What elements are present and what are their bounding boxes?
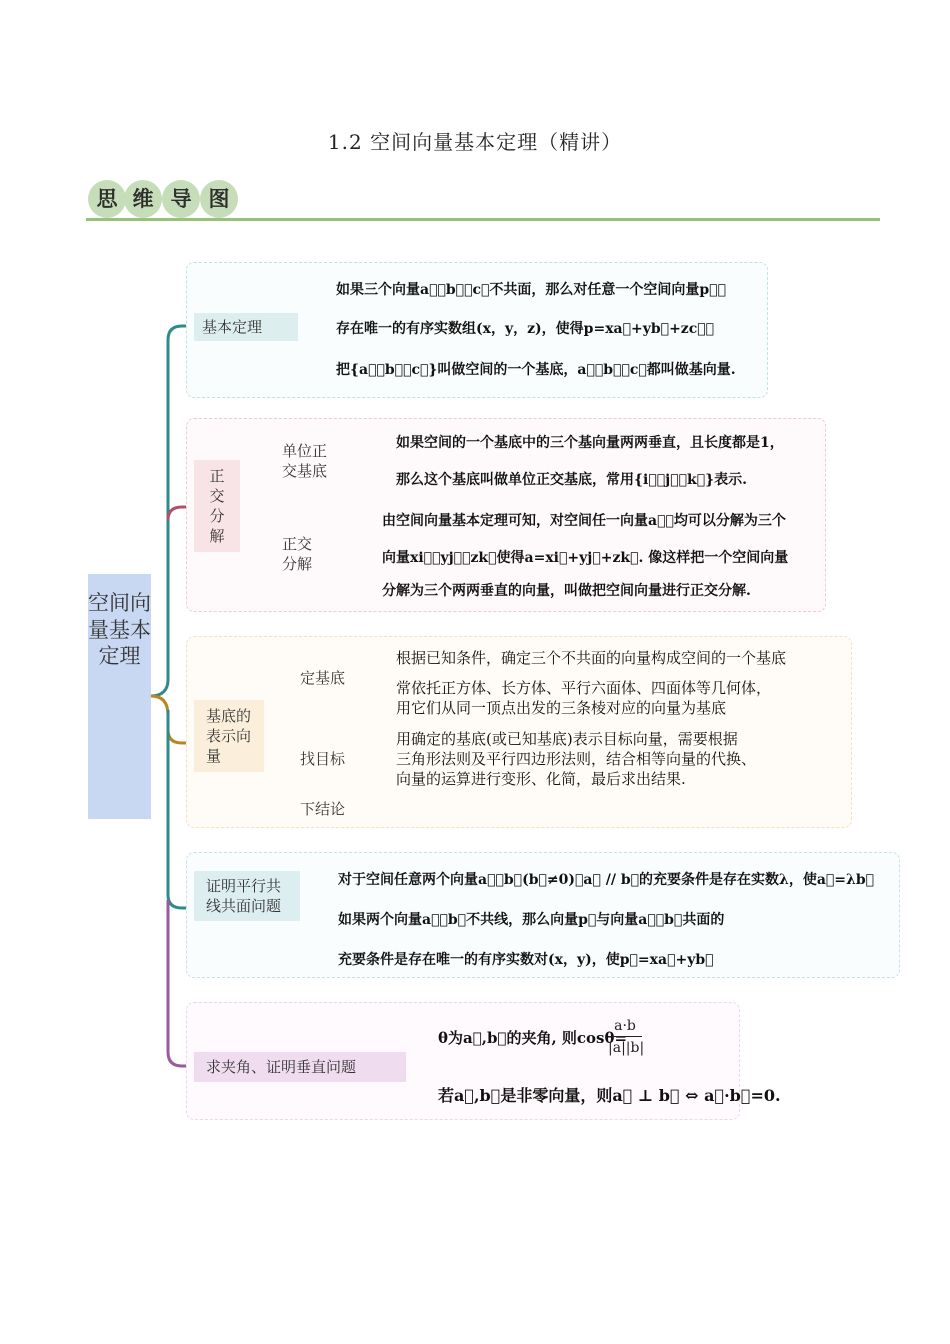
rep-sub1-line: 常依托正方体、长方体、平行六面体、四面体等几何体，	[396, 679, 772, 697]
angle-line: 若a⃗,b⃗是非零向量，则a⃗ ⊥ b⃗ ⇔ a⃗·b⃗=0.	[438, 1086, 781, 1105]
root-node	[88, 574, 151, 819]
prove-line: 充要条件是存在唯一的有序实数对(x，y)，使p⃗=xa⃗+yb⃗	[338, 952, 714, 968]
orth-label: 正交分解	[194, 460, 240, 552]
rep-sub2-line: 三角形法则及平行四边形法则，结合相等向量的代换、	[396, 750, 757, 768]
orth-sub2-label: 正交分解	[282, 535, 313, 573]
page-title: 1.2 空间向量基本定理（精讲）	[327, 130, 623, 154]
basic-theorem-line: 如果三个向量a⃗，b⃗，c⃗不共面，那么对任意一个空间向量p⃗，	[336, 282, 726, 298]
basic-theorem-line: 存在唯一的有序实数组(x，y，z)，使得p=xa⃗+yb⃗+zc⃗，	[336, 321, 715, 337]
fraction-numerator: a·b	[608, 1016, 642, 1037]
rep-sub1-label: 定基底	[300, 669, 346, 687]
header-char: 维	[124, 180, 162, 218]
orth-sub1-line: 如果空间的一个基底中的三个基向量两两垂直，且长度都是1，	[396, 435, 784, 451]
prove-label: 证明平行共线共面问题	[194, 871, 300, 921]
rep-sub2-line: 用确定的基底(或已知基底)表示目标向量，需要根据	[396, 730, 738, 748]
rep-sub3-label: 下结论	[300, 800, 346, 818]
rep-sub2-line: 向量的运算进行变形、化简，最后求出结果.	[396, 770, 686, 788]
orth-sub1-label: 单位正交基底	[282, 442, 328, 480]
prove-line: 如果两个向量a⃗，b⃗不共线，那么向量p⃗与向量a⃗，b⃗共面的	[338, 912, 725, 928]
header-char: 图	[200, 180, 238, 218]
rep-label: 基底的表示向量	[194, 700, 264, 772]
orth-sub1-line: 那么这个基底叫做单位正交基底，常用{i⃗，j⃗，k⃗}表示.	[396, 472, 747, 488]
orth-sub2-line: 分解为三个两两垂直的向量，叫做把空间向量进行正交分解.	[382, 583, 751, 599]
orth-sub2-line: 由空间向量基本定理可知，对空间任一向量a⃗，均可以分解为三个	[382, 513, 786, 529]
rep-sub1-line: 用它们从同一顶点出发的三条棱对应的向量为基底	[396, 699, 727, 717]
angle-line: θ为a⃗,b⃗的夹角, 则cosθ=	[438, 1029, 628, 1047]
rep-sub2-label: 找目标	[300, 750, 346, 768]
header-char: 思	[88, 180, 126, 218]
root-label: 空间向量基本定理	[88, 591, 151, 669]
fraction-denominator: |a||b|	[608, 1040, 645, 1056]
basic-theorem-line: 把{a⃗，b⃗，c⃗}叫做空间的一个基底，a⃗，b⃗，c⃗都叫做基向量.	[336, 362, 736, 378]
orth-sub2-line: 向量xi⃗，yj⃗，zk⃗使得a=xi⃗+yj⃗+zk⃗. 像这样把一个空间向量	[382, 550, 789, 566]
basic-theorem-label: 基本定理	[194, 313, 298, 341]
angle-label: 求夹角、证明垂直问题	[194, 1052, 406, 1082]
rep-sub1-line: 根据已知条件，确定三个不共面的向量构成空间的一个基底	[396, 649, 787, 667]
header-char: 导	[162, 180, 200, 218]
cos-fraction	[608, 1016, 645, 1059]
prove-line: 对于空间任意两个向量a⃗，b⃗(b⃗≠0)，a⃗ // b⃗的充要条件是存在实数λ，使a⃗=λb⃗	[338, 872, 875, 888]
